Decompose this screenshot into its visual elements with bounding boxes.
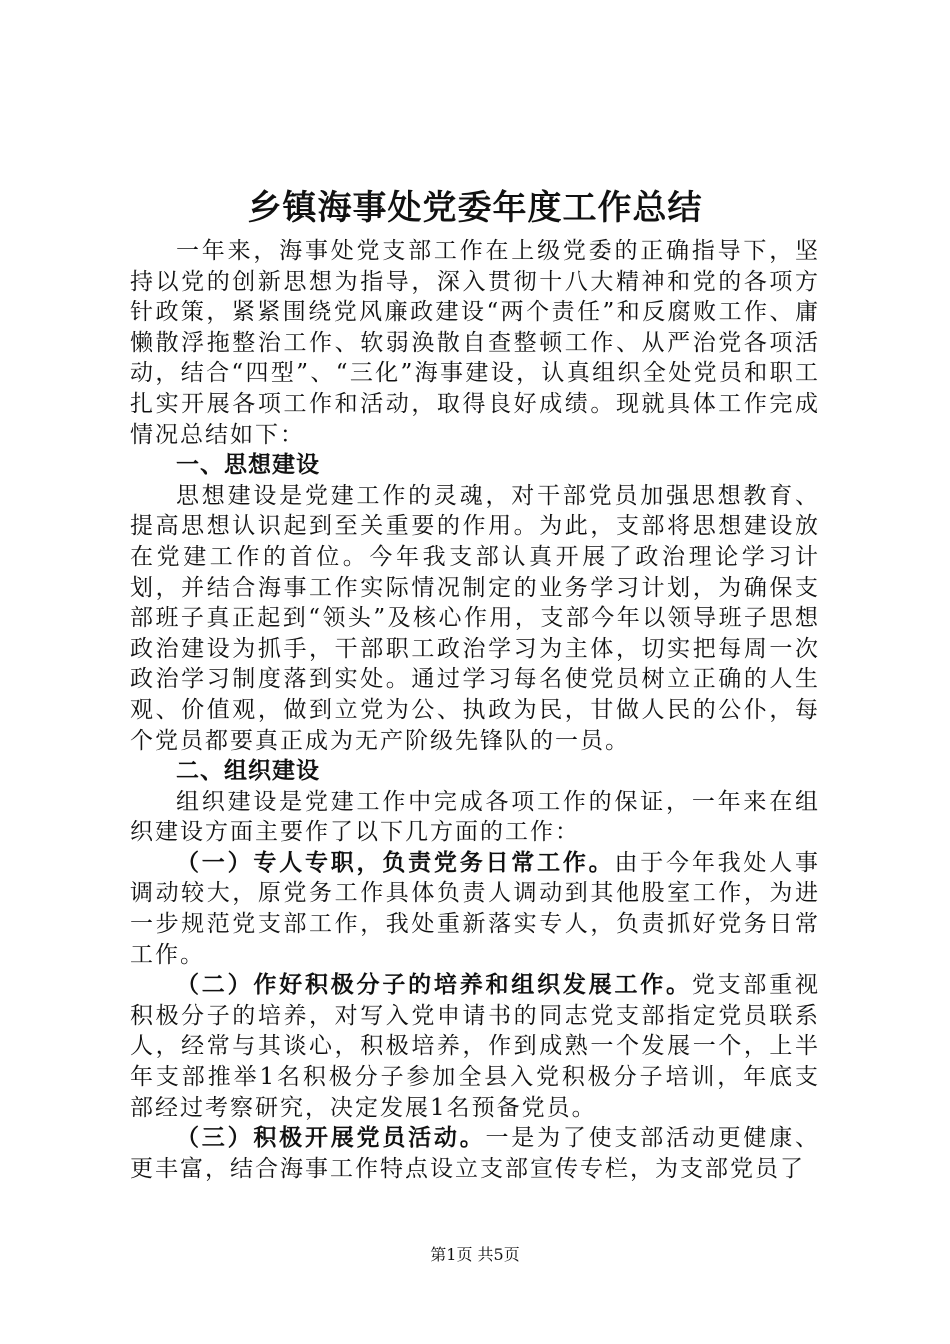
page-footer: 第1页 共5页 [430, 1245, 520, 1264]
document-page [130, 180, 820, 1184]
section-body-organization: 组织建设是党建工作中完成各项工作的保证，一年来在组织建设方面主要作了以下几方面的工作： [130, 788, 820, 846]
subsection-text: 由于今年我处人事调动较大，原党务工作具体负责人调动到其他股室工作，为进一步规范党支部工作，我处重新落实专人，负责抓好党务日常工作。 [130, 849, 821, 968]
section-heading-ideology: 一、思想建设 [176, 451, 320, 479]
subsection-text: 一是为了使支部活动更健康、更丰富，结合海事工作特点设立支部宣传专栏，为支部党员了 [130, 1125, 821, 1182]
document-title: 乡镇海事处党委年度工作总结 [247, 188, 703, 228]
section-heading-organization: 二、组织建设 [176, 757, 320, 785]
subsection-lead: （二）作好积极分子的培养和组织发展工作。 [176, 971, 692, 999]
subsection-paragraph [130, 848, 820, 970]
section-body-ideology: 思想建设是党建工作的灵魂，对干部党员加强思想教育、提高思想认识起到至关重要的作用。为此，支部将思想建设放在党建工作的首位。今年我支部认真开展了政治理论学习计划，并结合海事工作实际情况制定的业务学习计划，为确保支部班子真正起到“领头”及核心作用，支部今年以领导班子思想政治建设为抓手，干部职工政治学习为主体，切实把每周一次政治学习制度落到实处。通过学习每名使党员树立正确的人生观、价值观，做到立党为公、执政为民，甘做人民的公仆，每个党员都要真正成为无产阶级先锋队的一员。 [130, 482, 820, 754]
subsection-lead: （三）积极开展党员活动。 [176, 1124, 486, 1152]
subsection-text: 党支部重视积极分子的培养，对写入党申请书的同志党支部指定党员联系人，经常与其谈心，积极培养，作到成熟一个发展一个，上半年支部推举1名积极分子参加全县入党积极分子培训，年底支部经过考察研究，决定发展1名预备党员。 [130, 972, 821, 1121]
subsection-paragraph [130, 1123, 820, 1184]
intro-paragraph: 一年来，海事处党支部工作在上级党委的正确指导下，坚持以党的创新思想为指导，深入贯彻十八大精神和党的各项方针政策，紧紧围绕党风廉政建设“两个责任”和反腐败工作、庸懒散浮拖整治工作、软弱涣散自查整顿工作、从严治党各项活动，结合“四型”、“三化”海事建设，认真组织全处党员和职工扎实开展各项工作和活动，取得良好成绩。现就具体工作完成情况总结如下： [130, 238, 820, 448]
subsection-lead: （一）专人专职，负责党务日常工作。 [176, 848, 615, 876]
subsection-paragraph [130, 970, 820, 1123]
